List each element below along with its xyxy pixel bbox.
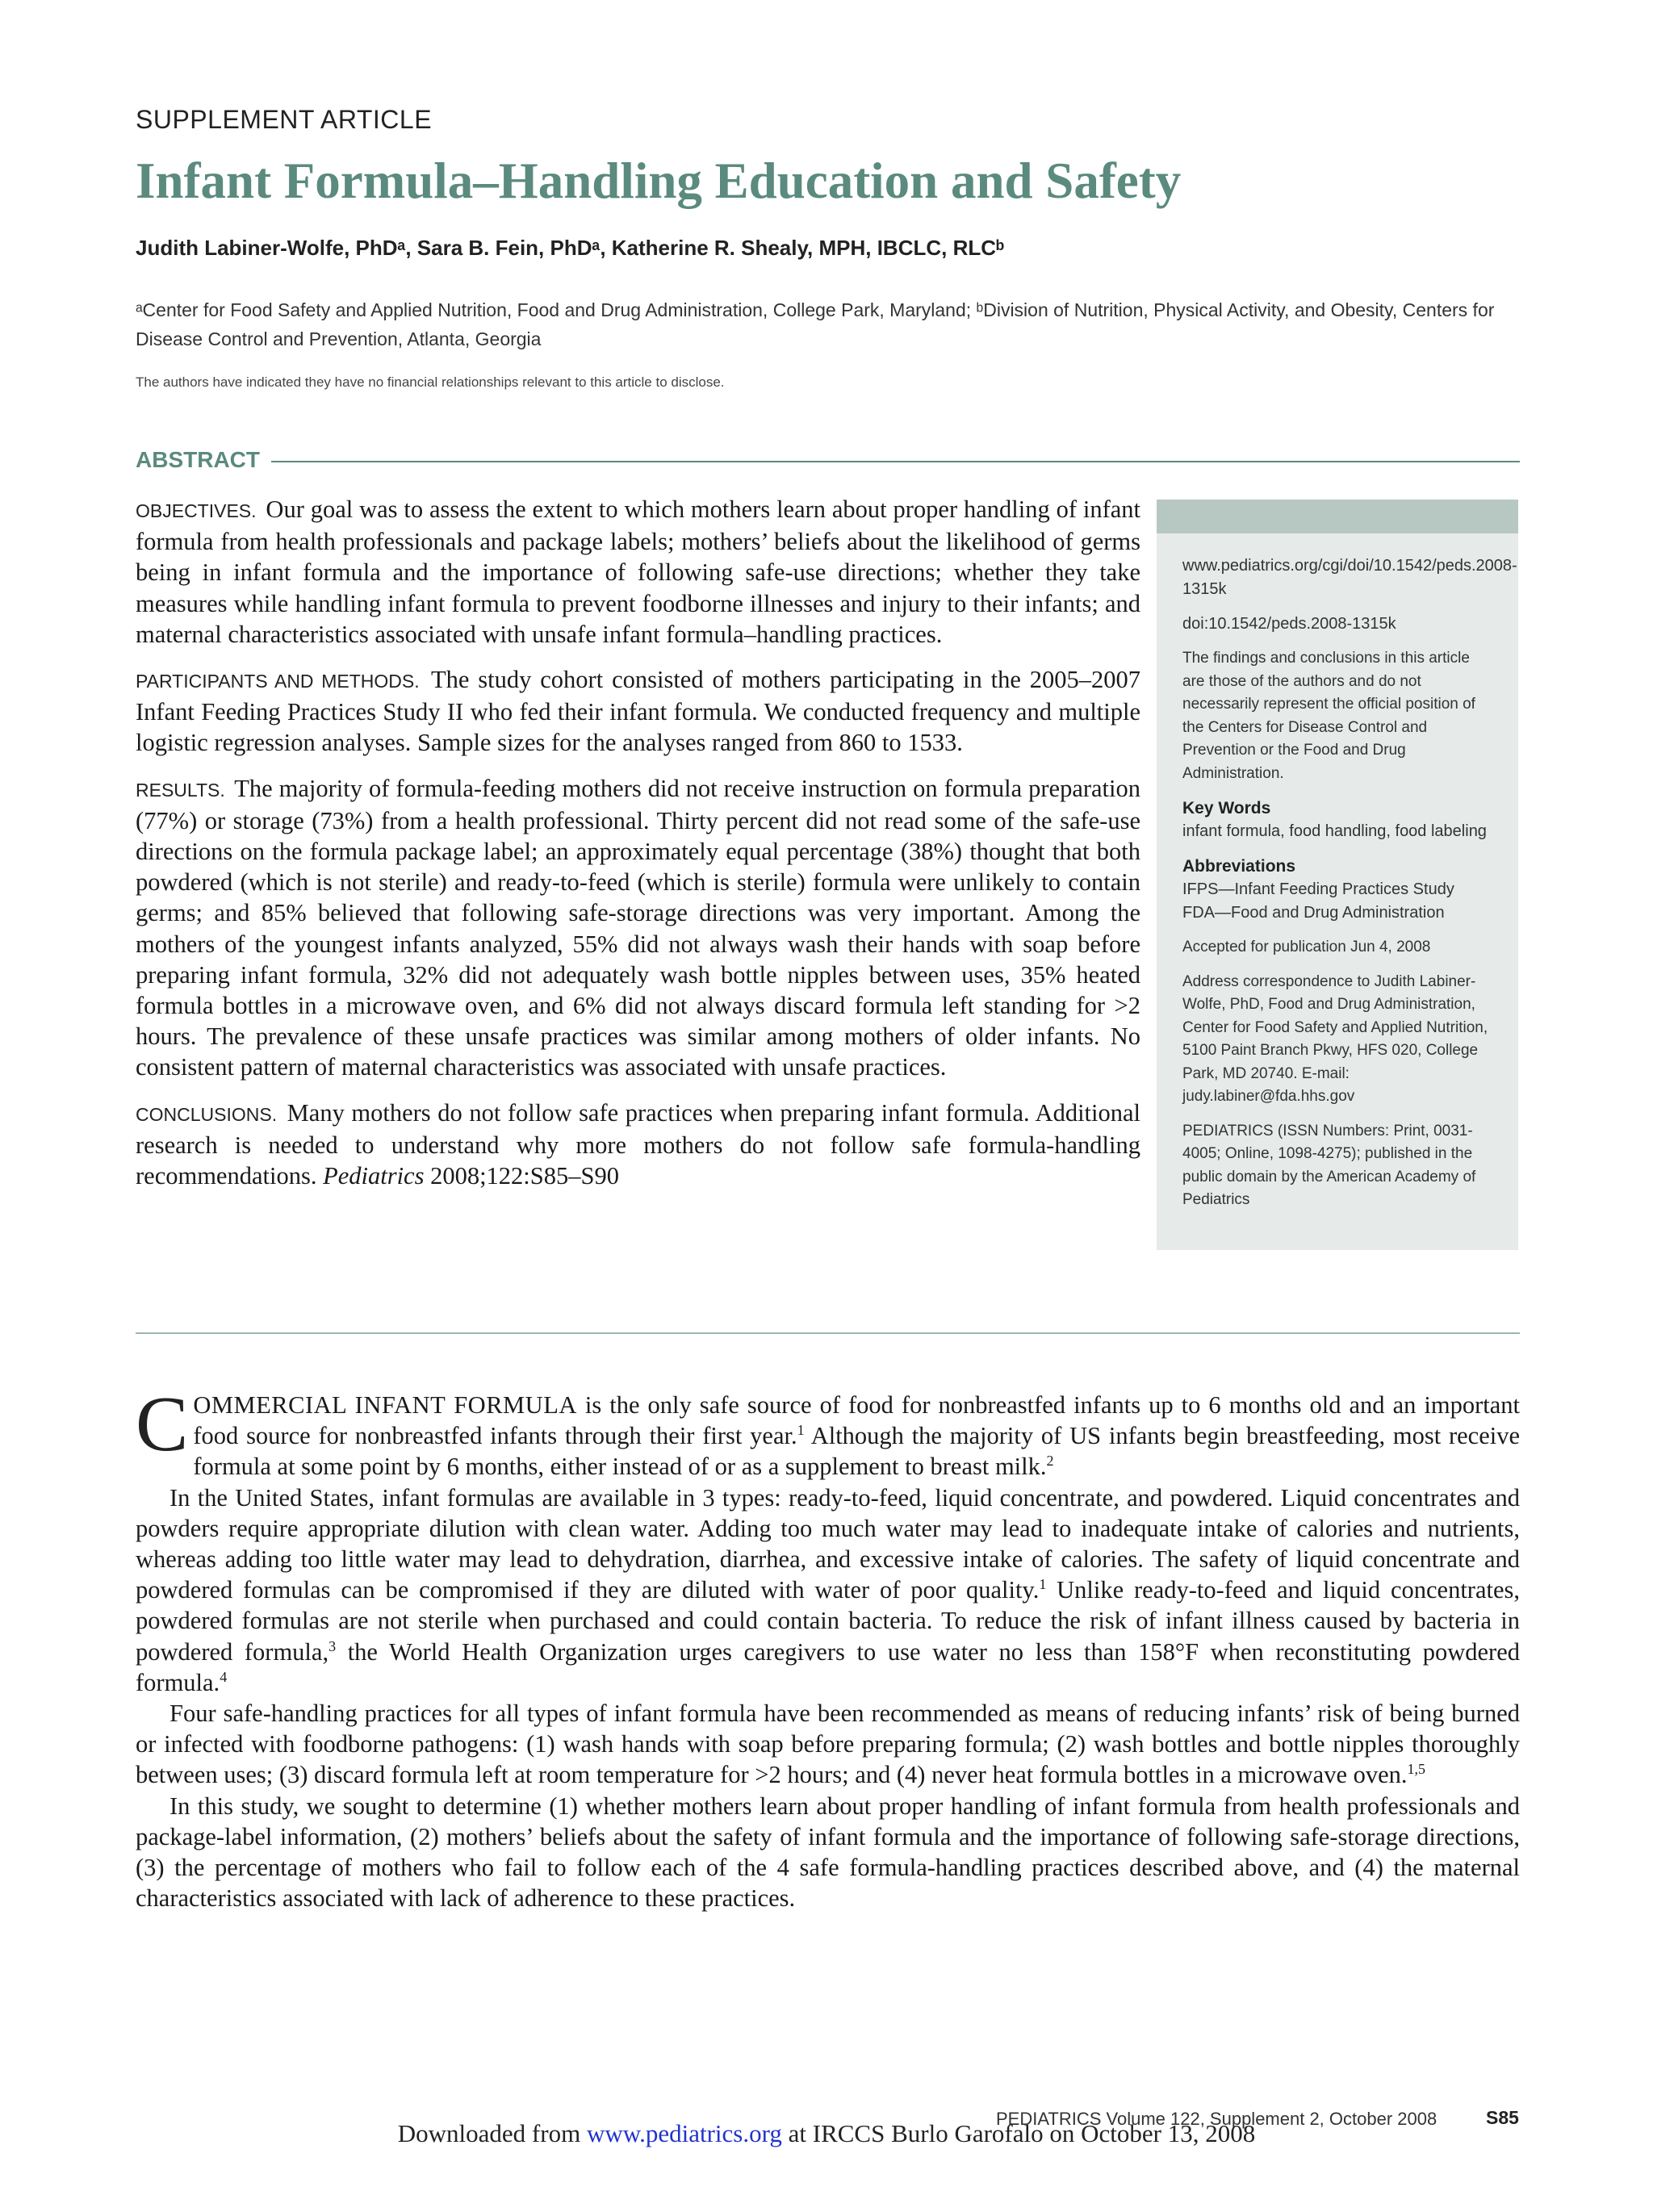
affiliations: ᵃCenter for Food Safety and Applied Nutrition, Food and Drug Administration, College Park, Maryland; ᵇDivision of Nutrition, Physical Activity, and Obesity, Centers for Disease Control and Prevention, Atlanta, Georgia (136, 299, 1495, 349)
results-label: RESULTS. (136, 779, 225, 801)
correspondence-address: Address correspondence to Judith Labiner-Wolfe, PhD, Food and Drug Administration, Center for Food Safety and Applied Nutrition, 5100 Paint Branch Pkwy, HFS 020, College Park, MD 20740. E-mail: judy.labiner@fda.hhs.gov (1182, 972, 1488, 1105)
methods-label: PARTICIPANTS AND METHODS. (136, 671, 420, 692)
objectives-text: Our goal was to assess the extent to which mothers learn about proper handling of infant formula from health professionals and package labels; mothers’ beliefs about the likelihood of germs being in infant formula and the importance of following safe-use directions; whether they take measures while handling infant formula to prevent foodborne illnesses and injury to their infants; and maternal characteristics associated with unsafe infant formula–handling practices. (136, 496, 1141, 648)
abstract-bottom-rule (136, 1332, 1520, 1334)
abstract-objectives (136, 494, 1140, 650)
body-text-span: In the United States, infant formulas are available in 3 types: ready-to-feed, liquid concentrate, and powdered. Liquid concentrates and powders require appropriate dilution with clean water. Adding too much water may lead to inadequate intake of calories and nutrients, whereas adding too little water may lead to dehydration, diarrhea, and excessive intake of calories. The safety of liquid concentrate and powdered formulas can be compromised if they are diluted with water of poor quality. (136, 1483, 1520, 1604)
article-body (136, 1381, 1521, 1913)
article-title: Infant Formula–Handling Education and Safety (136, 153, 1182, 209)
body-paragraph-1 (136, 1381, 1521, 1482)
body-paragraph-3 (136, 1698, 1520, 1791)
key-words-heading: Key Words (1182, 799, 1271, 817)
reference-marker[interactable]: 4 (220, 1668, 228, 1685)
financial-disclosure: The authors have indicated they have no financial relationships relevant to this article to disclose. (136, 374, 725, 390)
download-prefix: Downloaded from (397, 2119, 587, 2147)
conclusions-text: Many mothers do not follow safe practices when preparing infant formula. Additional research is needed to understand why more mothers do not follow safe formula-handling recommendations. (136, 1098, 1141, 1190)
article-url[interactable]: www.pediatrics.org/cgi/doi/10.1542/peds.2008-1315k (1182, 557, 1517, 598)
article-info-sidebar (1157, 500, 1518, 1250)
accepted-date: Accepted for publication Jun 4, 2008 (1182, 939, 1431, 955)
reference-marker[interactable]: 1 (1039, 1576, 1047, 1593)
objectives-label: OBJECTIVES. (136, 500, 257, 521)
reference-marker[interactable]: 1,5 (1407, 1761, 1426, 1778)
body-text-span: Although the majority of US infants begin breastfeeding, most receive formula at some point by 6 months, either instead of or as a supplement to breast milk. (193, 1422, 1521, 1481)
body-text-span: In this study, we sought to determine (1) whether mothers learn about proper handling of infant formula from health professionals and package-label information, (2) mothers’ beliefs about the safety of infant formula and the importance of following safe-storage directions, (3) the percentage of mothers who fail to follow each of the 4 safe formula-handling practices described above, and (4) the maternal characteristics associated with lack of adherence to these practices. (136, 1792, 1520, 1913)
download-suffix: at IRCCS Burlo Garofalo on October 13, 2008 (781, 2119, 1256, 2147)
page-number: S85 (1486, 2107, 1519, 2128)
author-list: Judith Labiner-Wolfe, PhDᵃ, Sara B. Fein, PhDᵃ, Katherine R. Shealy, MPH, IBCLC, RLCᵇ (136, 236, 1005, 260)
sidebar-header-bar (1157, 500, 1518, 533)
body-text-span: Four safe-handling practices for all types of infant formula have been recommended as means of reducing infants’ risk of being burned or infected with foodborne pathogens: (1) wash hands with soap before preparing formula; (2) wash bottles and bottle nipples thoroughly between uses; (3) discard formula left at room temperature for >2 hours; and (4) never heat formula bottles in a microwave oven. (136, 1700, 1520, 1789)
citation-reference: 2008;122:S85–S90 (430, 1162, 619, 1190)
drop-cap: C (136, 1381, 189, 1468)
body-text-span: Unlike ready-to-feed and liquid concentrates, powdered formulas are not sterile when purchased and could contain bacteria. To reduce the risk of infant illness caused by bacteria in powdered formula, (136, 1576, 1520, 1666)
body-text-span: is the only safe source of food for nonbreastfed infants up to 6 months old and an important food source for nonbreastfed infants through their first year. (193, 1391, 1520, 1450)
issn-info: PEDIATRICS (ISSN Numbers: Print, 0031-4005; Online, 1098-4275); published in the public domain by the American Academy of Pediatrics (1182, 1122, 1476, 1208)
body-paragraph-2 (136, 1482, 1520, 1698)
abstract-heading (136, 447, 1520, 476)
abstract-body (136, 494, 1140, 1206)
download-notice (0, 2119, 1653, 2148)
methods-text: The study cohort consisted of mothers participating in the 2005–2007 Infant Feeding Practices Study II who fed their infant formula. We conducted frequency and multiple logistic regression analyses. Sample sizes for the analyses ranged from 860 to 1533. (136, 666, 1141, 757)
conclusions-label: CONCLUSIONS. (136, 1103, 278, 1125)
abstract-results (136, 773, 1140, 1083)
citation-journal: Pediatrics (323, 1162, 425, 1190)
abstract-conclusions (136, 1098, 1140, 1192)
abstract-heading-rule (136, 461, 1520, 462)
abbreviation-ifps: IFPS—Infant Feeding Practices Study (1182, 880, 1454, 898)
abstract-methods (136, 664, 1140, 759)
body-paragraph-4 (136, 1791, 1520, 1914)
abbreviation-fda: FDA—Food and Drug Administration (1182, 904, 1445, 922)
disclaimer: The findings and conclusions in this article are those of the authors and do not necessarily represent the official position of the Centers for Disease Control and Prevention or the Food and Drug Administration. (1182, 650, 1475, 782)
abbreviations-heading: Abbreviations (1182, 857, 1296, 876)
body-text-span: the World Health Organization urges caregivers to use water no less than 158°F when reconstituting powdered formula. (136, 1637, 1521, 1696)
reference-marker[interactable]: 1 (797, 1422, 805, 1439)
article-doi: doi:10.1542/peds.2008-1315k (1182, 615, 1396, 633)
key-words: infant formula, food handling, food labeling (1182, 822, 1487, 840)
download-link[interactable]: www.pediatrics.org (586, 2119, 782, 2147)
reference-marker[interactable]: 3 (329, 1637, 337, 1654)
footer-journal-info: PEDIATRICS Volume 122, Supplement 2, October 2008 (996, 2109, 1437, 2129)
reference-marker[interactable]: 2 (1046, 1453, 1054, 1470)
results-text: The majority of formula-feeding mothers did not receive instruction on formula preparation (77%) or storage (73%) from a health professional. Thirty percent did not read some of the safe-use directions on the formula package label; an approximately equal percentage (38%) thought that both powdered (which is not sterile) and ready-to-feed (which is sterile) formula were unlikely to contain germs; and 85% believed that following safe-storage directions was very important. Among the mothers of the youngest infants analyzed, 55% did not always wash their hands with soap before preparing infant formula, 32% did not adequately wash bottle nipples between uses, 35% heated formula bottles in a microwave oven, and 6% did not always discard formula left standing for >2 hours. The prevalence of these unsafe practices was similar among mothers of older infants. No consistent pattern of maternal characteristics was associated with unsafe practices. (136, 774, 1140, 1081)
lead-in-smallcaps: OMMERCIAL INFANT FORMULA (193, 1391, 577, 1419)
abstract-heading-label: ABSTRACT (136, 447, 271, 473)
article-type: SUPPLEMENT ARTICLE (136, 105, 433, 134)
